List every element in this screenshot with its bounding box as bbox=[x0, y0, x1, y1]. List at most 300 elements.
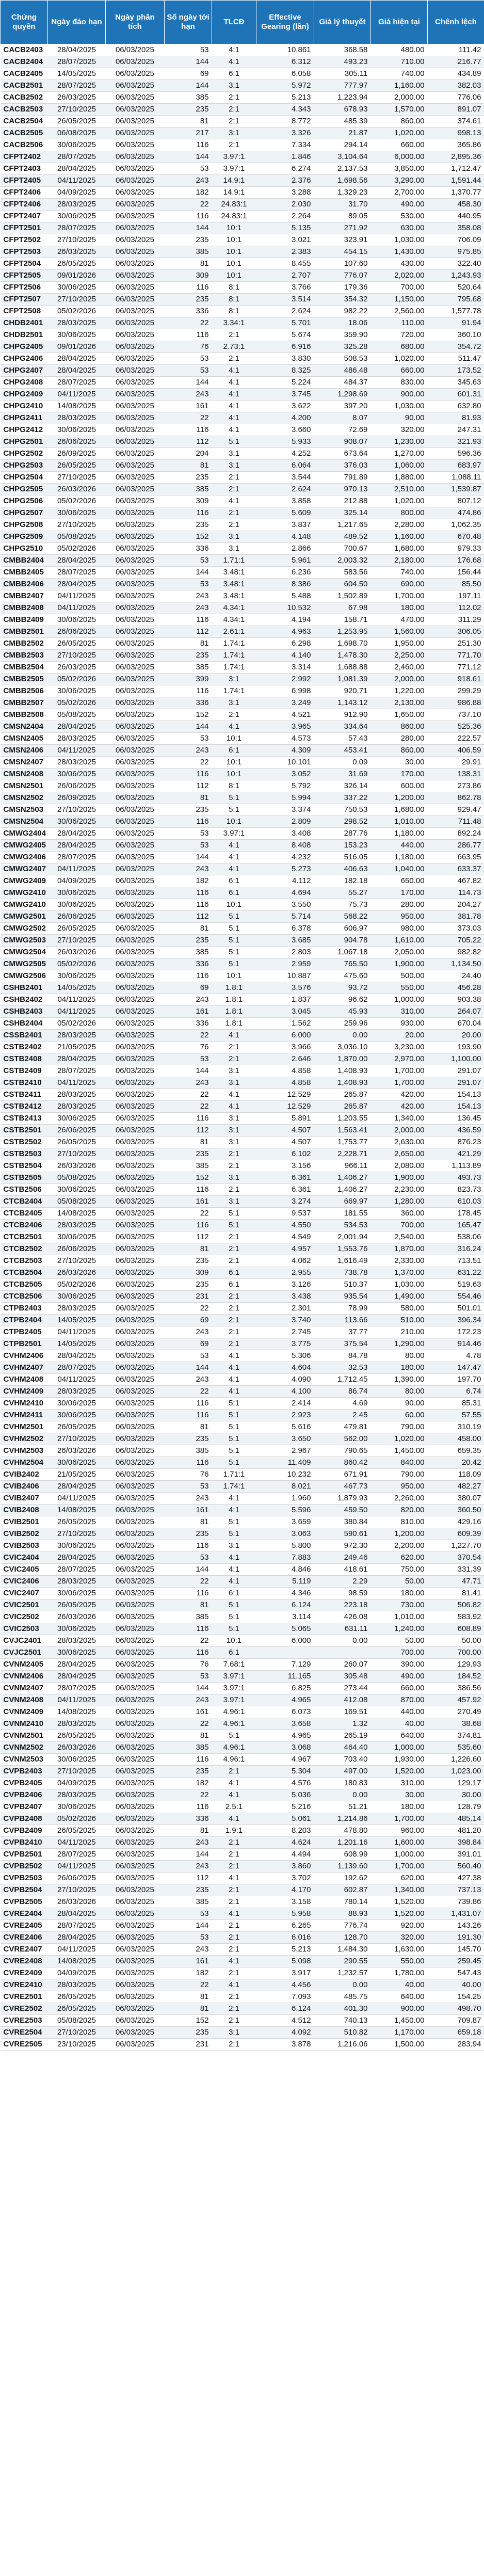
cell-difference: 247.31 bbox=[428, 424, 484, 436]
cell-days-to-maturity: 53 bbox=[165, 163, 212, 175]
cell-current-price: 2,080.00 bbox=[371, 1160, 428, 1172]
cell-analysis-date: 06/03/2025 bbox=[106, 1148, 165, 1160]
cell-conversion-ratio: 4:1 bbox=[212, 863, 256, 875]
cell-current-price: 20.00 bbox=[371, 1030, 428, 1042]
table-row bbox=[1, 484, 484, 495]
cell-conversion-ratio: 4:1 bbox=[212, 401, 256, 412]
cell-current-price: 1,680.00 bbox=[371, 804, 428, 816]
cell-analysis-date: 06/03/2025 bbox=[106, 1718, 165, 1730]
cell-difference: 156.44 bbox=[428, 567, 484, 579]
cell-current-price: 1,020.00 bbox=[371, 1433, 428, 1445]
cell-days-to-maturity: 22 bbox=[165, 317, 212, 329]
cell-difference: 381.78 bbox=[428, 911, 484, 923]
table-row bbox=[1, 911, 484, 923]
table-row bbox=[1, 899, 484, 911]
cell-current-price: 1,280.00 bbox=[371, 1196, 428, 1208]
cell-current-price: 1,570.00 bbox=[371, 104, 428, 116]
cell-current-price: 320.00 bbox=[371, 1932, 428, 1944]
cell-current-price: 210.00 bbox=[371, 1326, 428, 1338]
cell-theoretical-price: 484.37 bbox=[314, 377, 371, 389]
cell-difference: 85.50 bbox=[428, 579, 484, 590]
cell-days-to-maturity: 53 bbox=[165, 828, 212, 840]
cell-effective-gearing: 5.958 bbox=[256, 1908, 314, 1920]
cell-effective-gearing: 3.775 bbox=[256, 1338, 314, 1350]
cell-conversion-ratio: 2:1 bbox=[212, 1315, 256, 1326]
cell-effective-gearing: 1.562 bbox=[256, 1018, 314, 1030]
cell-conversion-ratio: 5:1 bbox=[212, 935, 256, 947]
cell-effective-gearing: 3.860 bbox=[256, 1861, 314, 1873]
cell-effective-gearing: 8.021 bbox=[256, 1481, 314, 1493]
cell-warrant-code: CSTB2411 bbox=[1, 1089, 48, 1101]
cell-maturity-date: 30/06/2025 bbox=[48, 1291, 106, 1303]
cell-maturity-date: 26/05/2025 bbox=[48, 638, 106, 650]
cell-conversion-ratio: 10:1 bbox=[212, 234, 256, 246]
cell-theoretical-price: 970.13 bbox=[314, 484, 371, 495]
table-row bbox=[1, 448, 484, 460]
cell-difference: 321.93 bbox=[428, 436, 484, 448]
cell-analysis-date: 06/03/2025 bbox=[106, 863, 165, 875]
cell-analysis-date: 06/03/2025 bbox=[106, 2039, 165, 2051]
cell-effective-gearing: 5.119 bbox=[256, 1576, 314, 1588]
cell-days-to-maturity: 116 bbox=[165, 1457, 212, 1469]
cell-theoretical-price: 1,553.76 bbox=[314, 1243, 371, 1255]
cell-warrant-code: CMWG2503 bbox=[1, 935, 48, 947]
table-row bbox=[1, 1932, 484, 1944]
cell-difference: 283.94 bbox=[428, 2039, 484, 2051]
table-row bbox=[1, 234, 484, 246]
cell-effective-gearing: 12.529 bbox=[256, 1101, 314, 1113]
cell-effective-gearing: 5.224 bbox=[256, 377, 314, 389]
cell-current-price: 1,020.00 bbox=[371, 495, 428, 507]
cell-conversion-ratio: 3:1 bbox=[212, 697, 256, 709]
table-row bbox=[1, 1516, 484, 1528]
cell-theoretical-price: 182.18 bbox=[314, 875, 371, 887]
cell-maturity-date: 04/11/2025 bbox=[48, 602, 106, 614]
cell-difference: 506.82 bbox=[428, 1599, 484, 1611]
cell-current-price: 1,200.00 bbox=[371, 1528, 428, 1540]
table-row bbox=[1, 1873, 484, 1884]
cell-analysis-date: 06/03/2025 bbox=[106, 1113, 165, 1125]
cell-conversion-ratio: 3:1 bbox=[212, 1137, 256, 1148]
cell-theoretical-price: 412.08 bbox=[314, 1694, 371, 1706]
cell-difference: 270.49 bbox=[428, 1706, 484, 1718]
cell-current-price: 930.00 bbox=[371, 1018, 428, 1030]
cell-theoretical-price: 290.55 bbox=[314, 1956, 371, 1967]
cell-effective-gearing: 5.972 bbox=[256, 80, 314, 92]
table-row bbox=[1, 982, 484, 994]
cell-days-to-maturity: 69 bbox=[165, 1338, 212, 1350]
table-row bbox=[1, 1552, 484, 1564]
cell-maturity-date: 30/06/2025 bbox=[48, 899, 106, 911]
cell-analysis-date: 06/03/2025 bbox=[106, 1137, 165, 1148]
cell-conversion-ratio: 4:1 bbox=[212, 1873, 256, 1884]
cell-current-price: 1,700.00 bbox=[371, 1065, 428, 1077]
cell-difference: 771.70 bbox=[428, 650, 484, 662]
cell-warrant-code: CVIB2402 bbox=[1, 1469, 48, 1481]
cell-days-to-maturity: 336 bbox=[165, 306, 212, 317]
cell-theoretical-price: 583.56 bbox=[314, 567, 371, 579]
cell-conversion-ratio: 2:1 bbox=[212, 1944, 256, 1956]
table-row bbox=[1, 353, 484, 365]
cell-effective-gearing: 4.967 bbox=[256, 1754, 314, 1766]
cell-warrant-code: CMWG2501 bbox=[1, 911, 48, 923]
cell-analysis-date: 06/03/2025 bbox=[106, 401, 165, 412]
cell-theoretical-price: 265.87 bbox=[314, 1101, 371, 1113]
cell-effective-gearing: 3.045 bbox=[256, 1006, 314, 1018]
cell-days-to-maturity: 81 bbox=[165, 116, 212, 127]
cell-analysis-date: 06/03/2025 bbox=[106, 1255, 165, 1267]
cell-warrant-code: CSSB2401 bbox=[1, 1030, 48, 1042]
cell-difference: 191.30 bbox=[428, 1932, 484, 1944]
table-row bbox=[1, 1421, 484, 1433]
cell-analysis-date: 06/03/2025 bbox=[106, 294, 165, 306]
cell-theoretical-price: 2,228.71 bbox=[314, 1148, 371, 1160]
cell-difference: 47.71 bbox=[428, 1576, 484, 1588]
table-row bbox=[1, 1006, 484, 1018]
cell-maturity-date: 05/02/2026 bbox=[48, 543, 106, 555]
cell-maturity-date: 05/02/2026 bbox=[48, 697, 106, 709]
cell-warrant-code: CMWG2406 bbox=[1, 852, 48, 863]
cell-effective-gearing: 4.148 bbox=[256, 531, 314, 543]
cell-warrant-code: CTPB2501 bbox=[1, 1338, 48, 1350]
cell-theoretical-price: 493.23 bbox=[314, 56, 371, 68]
cell-maturity-date: 28/03/2025 bbox=[48, 1303, 106, 1315]
cell-difference: 358.08 bbox=[428, 222, 484, 234]
cell-days-to-maturity: 81 bbox=[165, 923, 212, 935]
cell-current-price: 440.00 bbox=[371, 840, 428, 852]
cell-analysis-date: 06/03/2025 bbox=[106, 1944, 165, 1956]
cell-warrant-code: CVNM2407 bbox=[1, 1683, 48, 1694]
cell-conversion-ratio: 2:1 bbox=[212, 92, 256, 104]
cell-difference: 172.23 bbox=[428, 1326, 484, 1338]
table-row bbox=[1, 306, 484, 317]
cell-maturity-date: 28/07/2025 bbox=[48, 377, 106, 389]
table-row bbox=[1, 1754, 484, 1766]
cell-effective-gearing: 8.203 bbox=[256, 1825, 314, 1837]
cell-conversion-ratio: 4.96:1 bbox=[212, 1718, 256, 1730]
cell-analysis-date: 06/03/2025 bbox=[106, 709, 165, 721]
table-row bbox=[1, 1326, 484, 1338]
cell-days-to-maturity: 243 bbox=[165, 1326, 212, 1338]
table-row bbox=[1, 840, 484, 852]
cell-theoretical-price: 380.84 bbox=[314, 1516, 371, 1528]
cell-conversion-ratio: 4:1 bbox=[212, 1362, 256, 1374]
cell-days-to-maturity: 309 bbox=[165, 270, 212, 282]
cell-current-price: 2,970.00 bbox=[371, 1053, 428, 1065]
cell-warrant-code: CVNM2501 bbox=[1, 1730, 48, 1742]
table-row bbox=[1, 1813, 484, 1825]
cell-conversion-ratio: 2:1 bbox=[212, 1920, 256, 1932]
cell-difference: 436.59 bbox=[428, 1125, 484, 1137]
cell-conversion-ratio: 1.8:1 bbox=[212, 1018, 256, 1030]
cell-current-price: 2,540.00 bbox=[371, 1231, 428, 1243]
cell-maturity-date: 26/05/2025 bbox=[48, 1599, 106, 1611]
cell-maturity-date: 28/03/2025 bbox=[48, 1386, 106, 1398]
table-row bbox=[1, 424, 484, 436]
cell-conversion-ratio: 2.5:1 bbox=[212, 1801, 256, 1813]
cell-effective-gearing: 4.965 bbox=[256, 1694, 314, 1706]
cell-difference: 986.88 bbox=[428, 697, 484, 709]
cell-current-price: 2,460.00 bbox=[371, 662, 428, 674]
cell-current-price: 2,250.00 bbox=[371, 650, 428, 662]
cell-warrant-code: CVNM2503 bbox=[1, 1754, 48, 1766]
cell-theoretical-price: 181.55 bbox=[314, 1208, 371, 1220]
cell-warrant-code: CSTB2501 bbox=[1, 1125, 48, 1137]
cell-analysis-date: 06/03/2025 bbox=[106, 1184, 165, 1196]
cell-current-price: 640.00 bbox=[371, 1730, 428, 1742]
cell-maturity-date: 04/11/2025 bbox=[48, 1861, 106, 1873]
cell-theoretical-price: 1,232.57 bbox=[314, 1967, 371, 1979]
cell-theoretical-price: 375.54 bbox=[314, 1338, 371, 1350]
cell-maturity-date: 28/04/2025 bbox=[48, 1908, 106, 1920]
cell-current-price: 490.00 bbox=[371, 199, 428, 211]
table-row bbox=[1, 958, 484, 970]
cell-analysis-date: 06/03/2025 bbox=[106, 1599, 165, 1611]
cell-theoretical-price: 1,616.49 bbox=[314, 1255, 371, 1267]
cell-analysis-date: 06/03/2025 bbox=[106, 1540, 165, 1552]
cell-difference: 154.13 bbox=[428, 1101, 484, 1113]
cell-current-price: 2,050.00 bbox=[371, 947, 428, 958]
table-row bbox=[1, 1398, 484, 1410]
cell-days-to-maturity: 235 bbox=[165, 1884, 212, 1896]
cell-conversion-ratio: 4:1 bbox=[212, 1979, 256, 1991]
cell-days-to-maturity: 53 bbox=[165, 840, 212, 852]
cell-current-price: 90.00 bbox=[371, 412, 428, 424]
cell-difference: 306.05 bbox=[428, 626, 484, 638]
table-row bbox=[1, 460, 484, 472]
cell-conversion-ratio: 4:1 bbox=[212, 1552, 256, 1564]
cell-analysis-date: 06/03/2025 bbox=[106, 1303, 165, 1315]
cell-difference: 178.45 bbox=[428, 1208, 484, 1220]
cell-theoretical-price: 359.90 bbox=[314, 329, 371, 341]
cell-effective-gearing: 3.326 bbox=[256, 127, 314, 139]
table-row bbox=[1, 1849, 484, 1861]
cell-effective-gearing: 3.858 bbox=[256, 495, 314, 507]
cell-maturity-date: 28/03/2025 bbox=[48, 1635, 106, 1647]
cell-theoretical-price: 459.50 bbox=[314, 1505, 371, 1516]
cell-current-price: 860.00 bbox=[371, 721, 428, 733]
cell-maturity-date: 28/03/2025 bbox=[48, 1576, 106, 1588]
cell-conversion-ratio: 10:1 bbox=[212, 899, 256, 911]
cell-maturity-date: 28/03/2025 bbox=[48, 757, 106, 769]
cell-conversion-ratio: 2:1 bbox=[212, 1967, 256, 1979]
cell-analysis-date: 06/03/2025 bbox=[106, 875, 165, 887]
cell-conversion-ratio: 2.61:1 bbox=[212, 626, 256, 638]
cell-effective-gearing: 6.361 bbox=[256, 1172, 314, 1184]
cell-warrant-code: CMWG2502 bbox=[1, 923, 48, 935]
cell-difference: 299.29 bbox=[428, 685, 484, 697]
cell-maturity-date: 05/08/2025 bbox=[48, 1172, 106, 1184]
cell-warrant-code: CVRE2404 bbox=[1, 1908, 48, 1920]
cell-current-price: 2,560.00 bbox=[371, 306, 428, 317]
cell-current-price: 1,270.00 bbox=[371, 448, 428, 460]
cell-maturity-date: 28/03/2025 bbox=[48, 1101, 106, 1113]
cell-effective-gearing: 4.092 bbox=[256, 2027, 314, 2039]
cell-difference: 511.47 bbox=[428, 353, 484, 365]
cell-warrant-code: CMWG2410 bbox=[1, 887, 48, 899]
cell-difference: 273.86 bbox=[428, 780, 484, 792]
cell-conversion-ratio: 5:1 bbox=[212, 1433, 256, 1445]
cell-conversion-ratio: 2:1 bbox=[212, 1861, 256, 1873]
cell-effective-gearing: 4.963 bbox=[256, 626, 314, 638]
cell-effective-gearing: 4.343 bbox=[256, 104, 314, 116]
cell-warrant-code: CVNM2502 bbox=[1, 1742, 48, 1754]
cell-theoretical-price: 418.61 bbox=[314, 1564, 371, 1576]
cell-theoretical-price: 2.45 bbox=[314, 1410, 371, 1421]
cell-conversion-ratio: 3:1 bbox=[212, 1172, 256, 1184]
cell-conversion-ratio: 5:1 bbox=[212, 958, 256, 970]
cell-conversion-ratio: 10:1 bbox=[212, 757, 256, 769]
cell-current-price: 1,610.00 bbox=[371, 935, 428, 947]
cell-theoretical-price: 776.74 bbox=[314, 1920, 371, 1932]
cell-maturity-date: 26/03/2026 bbox=[48, 1445, 106, 1457]
cell-difference: 154.13 bbox=[428, 1089, 484, 1101]
cell-effective-gearing: 4.194 bbox=[256, 614, 314, 626]
cell-warrant-code: CMBB2407 bbox=[1, 590, 48, 602]
cell-theoretical-price: 908.07 bbox=[314, 436, 371, 448]
cell-warrant-code: CMSN2504 bbox=[1, 816, 48, 828]
cell-current-price: 1,150.00 bbox=[371, 294, 428, 306]
cell-warrant-code: CHPG2407 bbox=[1, 365, 48, 377]
cell-theoretical-price: 401.30 bbox=[314, 2003, 371, 2015]
cell-analysis-date: 06/03/2025 bbox=[106, 484, 165, 495]
cell-conversion-ratio: 2:1 bbox=[212, 2039, 256, 2051]
table-row bbox=[1, 1718, 484, 1730]
cell-theoretical-price: 1,201.16 bbox=[314, 1837, 371, 1849]
cell-theoretical-price: 1,406.27 bbox=[314, 1172, 371, 1184]
cell-difference: 112.02 bbox=[428, 602, 484, 614]
cell-maturity-date: 04/09/2025 bbox=[48, 1778, 106, 1789]
cell-current-price: 580.00 bbox=[371, 1303, 428, 1315]
cell-difference: 1,113.89 bbox=[428, 1160, 484, 1172]
cell-maturity-date: 28/03/2025 bbox=[48, 1089, 106, 1101]
cell-conversion-ratio: 5:1 bbox=[212, 1528, 256, 1540]
cell-warrant-code: CMSN2405 bbox=[1, 733, 48, 745]
cell-conversion-ratio: 3:1 bbox=[212, 80, 256, 92]
cell-difference: 458.00 bbox=[428, 1433, 484, 1445]
cell-current-price: 3,230.00 bbox=[371, 1042, 428, 1053]
cell-maturity-date: 05/02/2026 bbox=[48, 495, 106, 507]
cell-difference: 520.64 bbox=[428, 282, 484, 294]
cell-theoretical-price: 475.60 bbox=[314, 970, 371, 982]
cell-analysis-date: 06/03/2025 bbox=[106, 1683, 165, 1694]
cell-effective-gearing: 5.213 bbox=[256, 92, 314, 104]
cell-maturity-date: 30/06/2025 bbox=[48, 1540, 106, 1552]
cell-difference: 291.07 bbox=[428, 1077, 484, 1089]
cell-warrant-code: CMBB2503 bbox=[1, 650, 48, 662]
cell-difference: 360.50 bbox=[428, 1505, 484, 1516]
cell-conversion-ratio: 1.8:1 bbox=[212, 982, 256, 994]
cell-days-to-maturity: 112 bbox=[165, 1125, 212, 1137]
cell-analysis-date: 06/03/2025 bbox=[106, 1362, 165, 1374]
cell-difference: 776.06 bbox=[428, 92, 484, 104]
cell-theoretical-price: 271.92 bbox=[314, 222, 371, 234]
cell-warrant-code: CVJC2401 bbox=[1, 1635, 48, 1647]
cell-analysis-date: 06/03/2025 bbox=[106, 175, 165, 187]
cell-current-price: 1,180.00 bbox=[371, 828, 428, 840]
cell-conversion-ratio: 2:1 bbox=[212, 1338, 256, 1350]
cell-analysis-date: 06/03/2025 bbox=[106, 424, 165, 436]
cell-maturity-date: 23/10/2025 bbox=[48, 2039, 106, 2051]
cell-conversion-ratio: 2:1 bbox=[212, 1243, 256, 1255]
cell-warrant-code: CVHM2406 bbox=[1, 1350, 48, 1362]
cell-warrant-code: CFPT2505 bbox=[1, 270, 48, 282]
table-row bbox=[1, 80, 484, 92]
cell-warrant-code: CVPB2505 bbox=[1, 1896, 48, 1908]
table-row bbox=[1, 1789, 484, 1801]
cell-difference: 659.35 bbox=[428, 1445, 484, 1457]
table-row bbox=[1, 163, 484, 175]
cell-difference: 129.93 bbox=[428, 1659, 484, 1671]
table-row bbox=[1, 436, 484, 448]
cell-maturity-date: 26/06/2025 bbox=[48, 436, 106, 448]
cell-conversion-ratio: 1.9:1 bbox=[212, 1825, 256, 1837]
table-row bbox=[1, 472, 484, 484]
cell-analysis-date: 06/03/2025 bbox=[106, 947, 165, 958]
cell-theoretical-price: 678.93 bbox=[314, 104, 371, 116]
cell-conversion-ratio: 3:1 bbox=[212, 1077, 256, 1089]
cell-maturity-date: 09/01/2026 bbox=[48, 270, 106, 282]
cell-days-to-maturity: 385 bbox=[165, 1896, 212, 1908]
cell-conversion-ratio: 2:1 bbox=[212, 329, 256, 341]
cell-effective-gearing: 3.274 bbox=[256, 1196, 314, 1208]
cell-theoretical-price: 738.78 bbox=[314, 1267, 371, 1279]
cell-effective-gearing: 4.624 bbox=[256, 1837, 314, 1849]
cell-days-to-maturity: 144 bbox=[165, 222, 212, 234]
cell-analysis-date: 06/03/2025 bbox=[106, 1208, 165, 1220]
table-row bbox=[1, 614, 484, 626]
cell-maturity-date: 04/11/2025 bbox=[48, 175, 106, 187]
table-row bbox=[1, 175, 484, 187]
cell-current-price: 1,560.00 bbox=[371, 626, 428, 638]
header-warrant-code: Chứng quyền bbox=[1, 1, 48, 44]
header-row bbox=[1, 1, 484, 44]
cell-warrant-code: CSTB2503 bbox=[1, 1148, 48, 1160]
cell-conversion-ratio: 3:1 bbox=[212, 1125, 256, 1137]
cell-warrant-code: CFPT2501 bbox=[1, 222, 48, 234]
cell-current-price: 790.00 bbox=[371, 1421, 428, 1433]
cell-current-price: 950.00 bbox=[371, 1481, 428, 1493]
cell-analysis-date: 06/03/2025 bbox=[106, 1220, 165, 1231]
cell-warrant-code: CTCB2505 bbox=[1, 1279, 48, 1291]
cell-analysis-date: 06/03/2025 bbox=[106, 436, 165, 448]
cell-theoretical-price: 1,329.23 bbox=[314, 187, 371, 199]
cell-effective-gearing: 5.065 bbox=[256, 1623, 314, 1635]
cell-maturity-date: 26/03/2025 bbox=[48, 662, 106, 674]
cell-effective-gearing: 6.274 bbox=[256, 163, 314, 175]
table-row bbox=[1, 1706, 484, 1718]
cell-maturity-date: 27/10/2025 bbox=[48, 804, 106, 816]
cell-days-to-maturity: 231 bbox=[165, 1291, 212, 1303]
cell-current-price: 700.00 bbox=[371, 282, 428, 294]
cell-difference: 6.74 bbox=[428, 1386, 484, 1398]
cell-analysis-date: 06/03/2025 bbox=[106, 1433, 165, 1445]
cell-effective-gearing: 6.102 bbox=[256, 1148, 314, 1160]
cell-current-price: 830.00 bbox=[371, 377, 428, 389]
cell-analysis-date: 06/03/2025 bbox=[106, 1267, 165, 1279]
cell-difference: 683.97 bbox=[428, 460, 484, 472]
cell-theoretical-price: 397.20 bbox=[314, 401, 371, 412]
cell-maturity-date: 26/06/2025 bbox=[48, 780, 106, 792]
cell-effective-gearing: 3.966 bbox=[256, 1042, 314, 1053]
cell-current-price: 810.00 bbox=[371, 1516, 428, 1528]
cell-effective-gearing: 5.792 bbox=[256, 780, 314, 792]
cell-difference: 434.89 bbox=[428, 68, 484, 80]
cell-days-to-maturity: 385 bbox=[165, 1445, 212, 1457]
cell-warrant-code: CFPT2403 bbox=[1, 163, 48, 175]
cell-effective-gearing: 3.622 bbox=[256, 401, 314, 412]
cell-effective-gearing: 10.887 bbox=[256, 970, 314, 982]
